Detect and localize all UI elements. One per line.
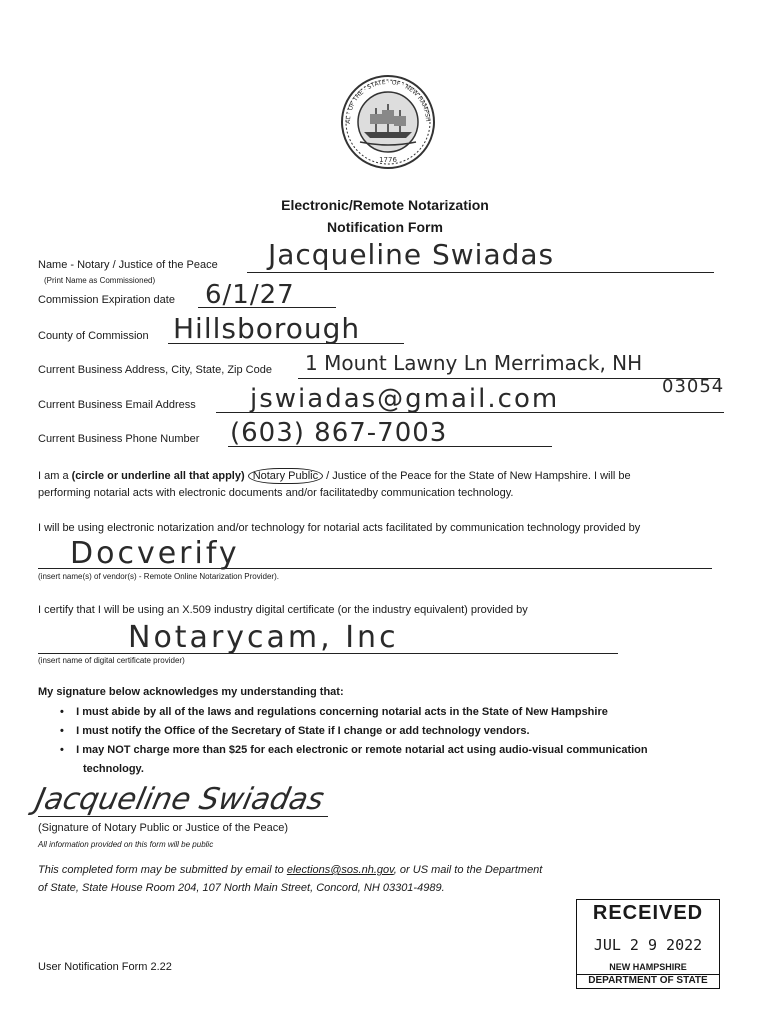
bullet-item: • I may NOT charge more than $25 for each electronic or remote notarial act using audio-visual communication [60,744,648,756]
signature-sub-label: All information provided on this form will be public [38,840,214,849]
email-label: Current Business Email Address [38,399,196,411]
vendor-intro: I will be using electronic notarization and/or technology for notarial acts facilitated by communication technology provided by [38,522,641,534]
commission-field[interactable]: 6/1/27 [205,280,295,310]
address-zip[interactable]: 03054 [662,376,725,397]
state-seal [340,74,436,170]
certificate-sub-label: (insert name of digital certificate provider) [38,656,185,665]
name-line [247,272,714,273]
certificate-field[interactable]: Notarycam, Inc [128,620,399,655]
notary-public-option[interactable]: Notary Public [248,468,323,484]
submission-text-b: , or US mail to the Department [393,864,543,876]
seal-year: 1776 [379,156,397,164]
county-label: County of Commission [38,330,149,342]
signature-line [38,816,328,817]
stamp-date: JUL 2 9 2022 [593,936,703,954]
address-field[interactable]: 1 Mount Lawny Ln Merrimack, NH [305,351,643,375]
vendor-sub-label: (insert name(s) of vendor(s) - Remote Online Notarization Provider). [38,572,279,581]
address-label: Current Business Address, City, State, Zip Code [38,364,272,376]
bullet-text-2: I must notify the Office of the Secretary of State if I change or add technology vendors. [76,725,530,737]
county-field[interactable]: Hillsborough [173,312,361,345]
stamp-received: RECEIVED [592,902,704,924]
phone-label: Current Business Phone Number [38,433,200,445]
name-label: Name - Notary / Justice of the Peace [38,259,218,271]
submission-line1 [38,864,542,876]
role-statement-a: I am a [38,470,69,482]
commission-label: Commission Expiration date [38,294,175,306]
email-field[interactable]: jswiadas@gmail.com [250,384,560,414]
signature-label: (Signature of Notary Public or Justice of the Peace) [38,822,289,834]
role-statement [38,468,631,484]
signature-field[interactable]: Jacqueline Swiadas [32,782,328,817]
bullet-text-3-cont: technology. [83,763,144,775]
stamp-line1: NEW HAMPSHIRE [609,962,687,972]
submission-email-link[interactable]: elections@sos.nh.gov [286,864,394,876]
role-statement-line2: performing notarial acts with electronic documents and/or facilitatedby communication technology. [38,487,514,499]
form-title-line1: Electronic/Remote Notarization [281,197,489,213]
acknowledgment-heading: My signature below acknowledges my understanding that: [38,686,344,698]
seal-ring-text: AL · OF THE · STATE · OF · NEW HAMPSH [344,78,432,124]
bullet-item: • I must notify the Office of the Secretary of State if I change or add technology vendors. [60,725,530,737]
received-stamp [576,899,720,989]
bullet-text-3: I may NOT charge more than $25 for each electronic or remote notarial act using audio-visual communication [76,744,648,756]
seal-emblem-icon [340,74,436,170]
phone-field[interactable]: (603) 867-7003 [230,418,448,448]
form-title-line2: Notification Form [327,219,443,235]
vendor-field[interactable]: Docverify [70,536,240,571]
name-sub-label: (Print Name as Commissioned) [44,276,156,285]
form-version: User Notification Form 2.22 [38,961,172,973]
name-field[interactable]: Jacqueline Swiadas [268,238,555,271]
bullet-text-1: I must abide by all of the laws and regulations concerning notarial acts in the State of New Hampshire [76,706,608,718]
role-statement-b: / Justice of the Peace for the State of New Hampshire. I will be [326,470,631,482]
submission-text-a: This completed form may be submitted by email to [38,864,287,876]
bullet-item: • I must abide by all of the laws and regulations concerning notarial acts in the State of New Hampshire [60,706,608,718]
submission-line2: of State, State House Room 204, 107 North Main Street, Concord, NH 03301-4989. [38,882,445,894]
role-instruction: (circle or underline all that apply) [71,470,245,482]
address-line [298,378,720,379]
stamp-line2: DEPARTMENT OF STATE [577,974,719,986]
certificate-intro: I certify that I will be using an X.509 industry digital certificate (or the industry equivalent) provided by [38,604,528,616]
